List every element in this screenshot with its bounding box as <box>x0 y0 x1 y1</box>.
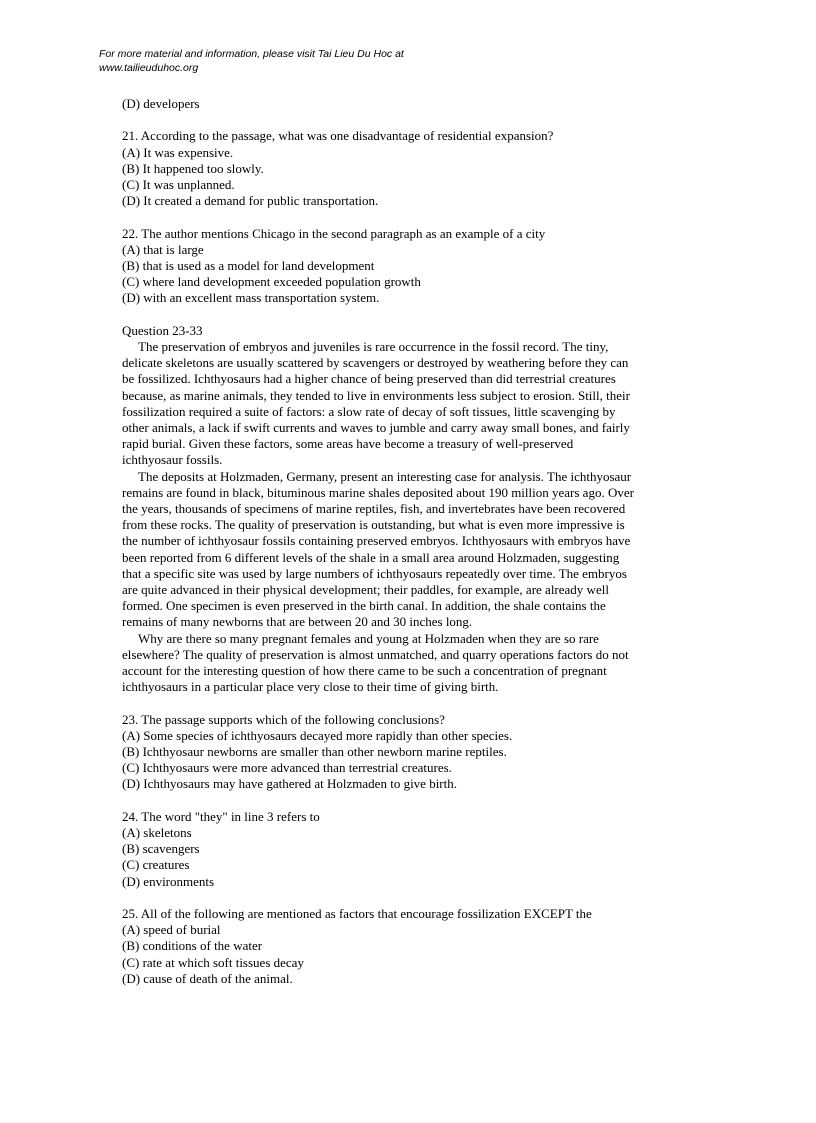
q25-option-c: (C) rate at which soft tissues decay <box>122 954 304 970</box>
header-url: www.tailieuduhoc.org <box>99 62 199 74</box>
passage-line: formed. One specimen is even preserved in the birth canal. In addition, the shale contains the <box>122 598 606 614</box>
passage-paragraph-1 <box>122 339 722 469</box>
q23-option-d: (D) Ichthyosaurs may have gathered at Holzmaden to give birth. <box>122 776 457 792</box>
passage-line: fossilization required a suite of factors: a slow rate of decay of soft tissues, little scavenging by <box>122 403 616 419</box>
passage-line: Why are there so many pregnant females and young at Holzmaden when they are so rare <box>138 630 599 646</box>
passage-heading: Question 23-33 <box>122 322 203 338</box>
passage-paragraph-2 <box>122 469 722 631</box>
question-25 <box>122 906 722 987</box>
q21-option-c: (C) It was unplanned. <box>122 177 235 192</box>
passage-line: the number of ichthyosaur fossils containing preserved embryos. Ichthyosaurs with embryos have <box>122 533 631 549</box>
passage-line: be fossilized. Ichthyosaurs had a higher chance of being preserved than did terrestrial creatures <box>122 371 616 387</box>
q22-option-b: (B) that is used as a model for land development <box>122 258 375 273</box>
question-23-text: 23. The passage supports which of the following conclusions? <box>122 711 445 727</box>
passage-line: elsewhere? The quality of preservation is almost unmatched, and quarry operations factors do not <box>122 646 629 662</box>
question-22 <box>122 226 722 307</box>
passage-line: other animals, a lack if swift currents and waves to jumble and carry away small bones, and fairly <box>122 420 630 436</box>
question-21 <box>122 128 722 209</box>
q23-option-a: (A) Some species of ichthyosaurs decayed more rapidly than other species. <box>122 727 513 743</box>
passage-line: rapid burial. Given these factors, some areas have become a treasury of well-preserved <box>122 436 574 452</box>
passage-line: account for the interesting question of how there came to be such a concentration of pregnant <box>122 663 607 679</box>
q23-option-b: (B) Ichthyosaur newborns are smaller than other newborn marine reptiles. <box>122 744 507 760</box>
passage-line: remains are found in black, bituminous marine shales deposited about 190 million years ago. Over <box>122 484 634 500</box>
passage-line: are quite advanced in their physical development; their paddles, for example, are already well <box>122 582 609 598</box>
q21-option-a: (A) It was expensive. <box>122 144 234 160</box>
question-24 <box>122 809 722 890</box>
passage-line: from these rocks. The quality of preservation is outstanding, but what is even more impressive is <box>122 517 625 533</box>
question-22-text: 22. The author mentions Chicago in the second paragraph as an example of a city <box>122 225 546 241</box>
q25-option-d: (D) cause of death of the animal. <box>122 970 293 986</box>
question-23 <box>122 712 722 793</box>
q21-option-b: (B) It happened too slowly. <box>122 160 264 176</box>
q24-option-c: (C) creatures <box>122 857 190 873</box>
question-24-text: 24. The word "they" in line 3 refers to <box>122 808 320 824</box>
q23-option-c: (C) Ichthyosaurs were more advanced than terrestrial creatures. <box>122 760 452 776</box>
page-header <box>99 47 404 75</box>
passage-line: remains of many newborns that are between 20 and 30 inches long. <box>122 614 473 630</box>
q22-option-c: (C) where land development exceeded population growth <box>122 274 421 290</box>
header-line-1: For more material and information, please visit Tai Lieu Du Hoc at <box>99 48 404 60</box>
q25-option-b: (B) conditions of the water <box>122 938 263 954</box>
passage-line: because, as marine animals, they tended to live in environments less subject to erosion. Still, their <box>122 387 630 403</box>
question-21-text: 21. According to the passage, what was one disadvantage of residential expansion? <box>122 128 554 144</box>
passage-line: ichthyosaurs in a particular place very close to their time of giving birth. <box>122 679 499 695</box>
passage-line: been reported from 6 different levels of the shale in a small area around Holzmaden, suggesting <box>122 549 620 565</box>
q25-option-a: (A) speed of burial <box>122 922 221 938</box>
passage-line: The deposits at Holzmaden, Germany, present an interesting case for analysis. The ichthyosaur <box>138 468 632 484</box>
q20-option-d: (D) developers <box>122 96 200 111</box>
question-25-text: 25. All of the following are mentioned as factors that encourage fossilization EXCEPT the <box>122 906 592 922</box>
passage-line: ichthyosaur fossils. <box>122 452 223 468</box>
passage-line: delicate skeletons are usually scattered by scavengers or destroyed by weathering before they can <box>122 355 629 371</box>
passage-line: that a specific site was used by large numbers of ichthyosaurs repeatedly over time. The embryos <box>122 565 627 581</box>
q22-option-d: (D) with an excellent mass transportation system. <box>122 290 380 306</box>
q21-option-d: (D) It created a demand for public transportation. <box>122 193 379 209</box>
document-body <box>122 96 722 987</box>
passage-line: The preservation of embryos and juveniles is rare occurrence in the fossil record. The tiny, <box>138 339 609 354</box>
passage-paragraph-3 <box>122 631 722 696</box>
q24-option-b: (B) scavengers <box>122 841 200 857</box>
q24-option-a: (A) skeletons <box>122 825 192 841</box>
passage-line: the years, thousands of specimens of marine reptiles, fish, and invertebrates have been recovered <box>122 501 626 517</box>
reading-passage <box>122 323 722 696</box>
q22-option-a: (A) that is large <box>122 241 204 257</box>
q24-option-d: (D) environments <box>122 873 215 889</box>
